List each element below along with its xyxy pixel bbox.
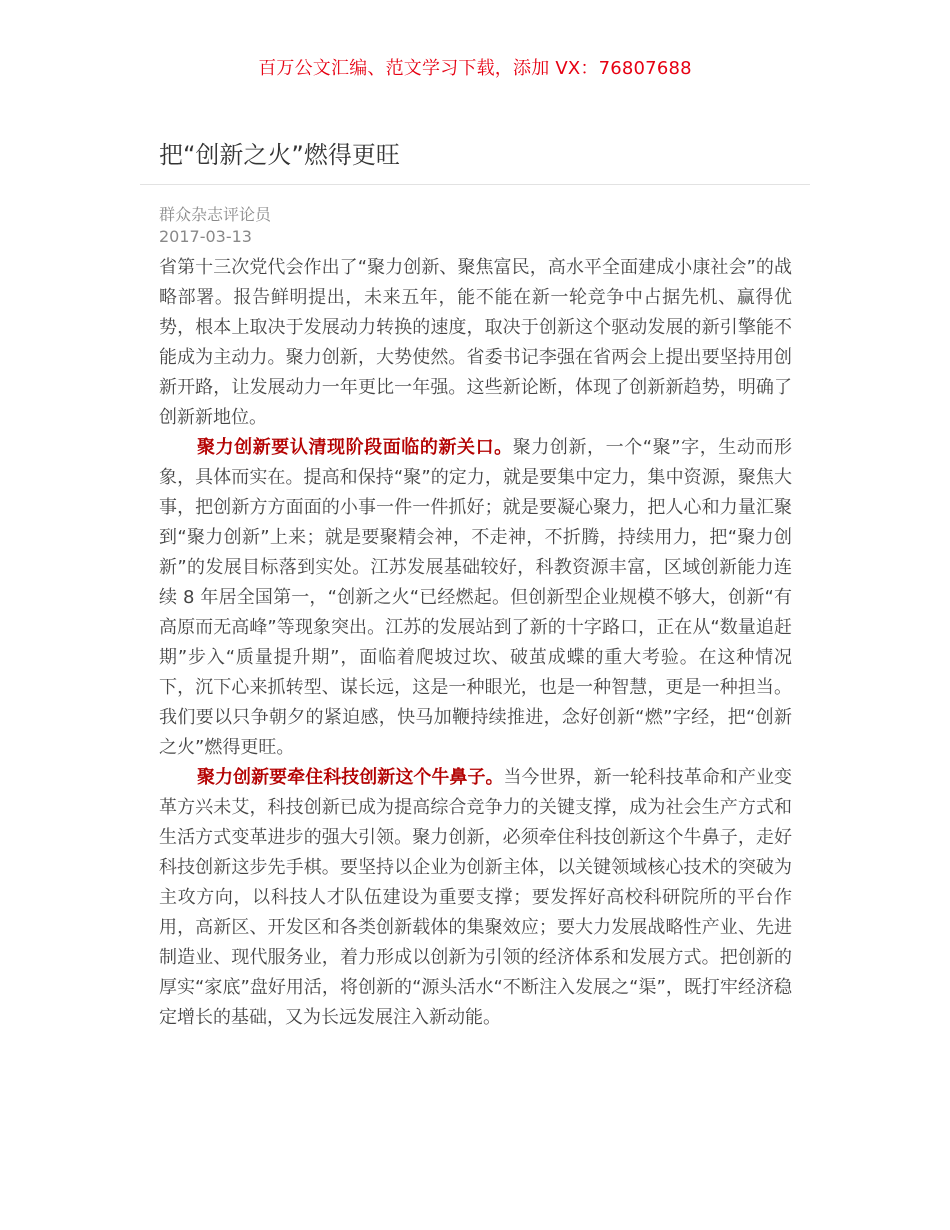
paragraph-3-text: 当今世界，新一轮科技革命和产业变革方兴未艾，科技创新已成为提高综合竞争力的关键支撑，成为社会生产方式和生活方式变革进步的强大引领。聚力创新，必须牵住科技创新这个牛鼻子，走好科技创新这步先手棋。要坚持以企业为创新主体，以关键领域核心技术的突破为主攻方向，以科技人才队伍建设为重要支撑；要发挥好高校科研院所的平台作用，高新区、开发区和各类创新载体的集聚效应；要大力发展战略性产业、先进制造业、现代服务业，着力形成以创新为引领的经济体系和发展方式。把创新的厚实“家底”盘好用活，将创新的“源头活水“不断注入发展之“渠”，既打牢经济稳定增长的基础，又为长远发展注入新动能。 xyxy=(159,767,792,1028)
paragraph-1 xyxy=(159,253,792,433)
title-divider xyxy=(140,184,810,185)
article-body xyxy=(159,253,792,1033)
promo-banner: 百万公文汇编、范文学习下载，添加 VX：76807688 xyxy=(258,58,692,79)
paragraph-2-lead: 聚力创新要认清现阶段面临的新关口。 xyxy=(197,437,513,458)
paragraph-3-lead: 聚力创新要牵住科技创新这个牛鼻子。 xyxy=(197,767,504,788)
paragraph-1-text: 省第十三次党代会作出了“聚力创新、聚焦富民，高水平全面建成小康社会”的战略部署。报告鲜明提出，未来五年，能不能在新一轮竞争中占据先机、赢得优势，根本上取决于发展动力转换的速度，取决于创新这个驱动发展的新引擎能不能成为主动力。聚力创新，大势使然。省委书记李强在省两会上提出要坚持用创新开路，让发展动力一年更比一年强。这些新论断，体现了创新新趋势，明确了创新新地位。 xyxy=(159,257,792,428)
paragraph-2-text: 聚力创新，一个“聚”字，生动而形象，具体而实在。提高和保持“聚”的定力，就是要集中定力，集中资源，聚焦大事，把创新方方面面的小事一件一件抓好；就是要凝心聚力，把人心和力量汇聚到“聚力创新”上来；就是要聚精会神，不走神，不折腾，持续用力，把“聚力创新”的发展目标落到实处。江苏发展基础较好，科教资源丰富，区域创新能力连续 8 年居全国第一，“创新之火“已经燃起。但创新型企业规模不够大，创新“有高原而无高峰”等现象突出。江苏的发展站到了新的十字路口，正在从“数量追赶期”步入“质量提升期”，面临着爬坡过坎、破茧成蝶的重大考验。在这种情况下，沉下心来抓转型、谋长远，这是一种眼光，也是一种智慧，更是一种担当。我们要以只争朝夕的紧迫感，快马加鞭持续推进，念好创新“燃”字经，把“创新之火”燃得更旺。 xyxy=(159,437,792,758)
article-date: 2017-03-13 xyxy=(159,227,252,246)
paragraph-3 xyxy=(159,763,792,1033)
paragraph-2 xyxy=(159,433,792,763)
article-author: 群众杂志评论员 xyxy=(159,205,272,224)
article-title: 把“创新之火”燃得更旺 xyxy=(159,141,400,169)
